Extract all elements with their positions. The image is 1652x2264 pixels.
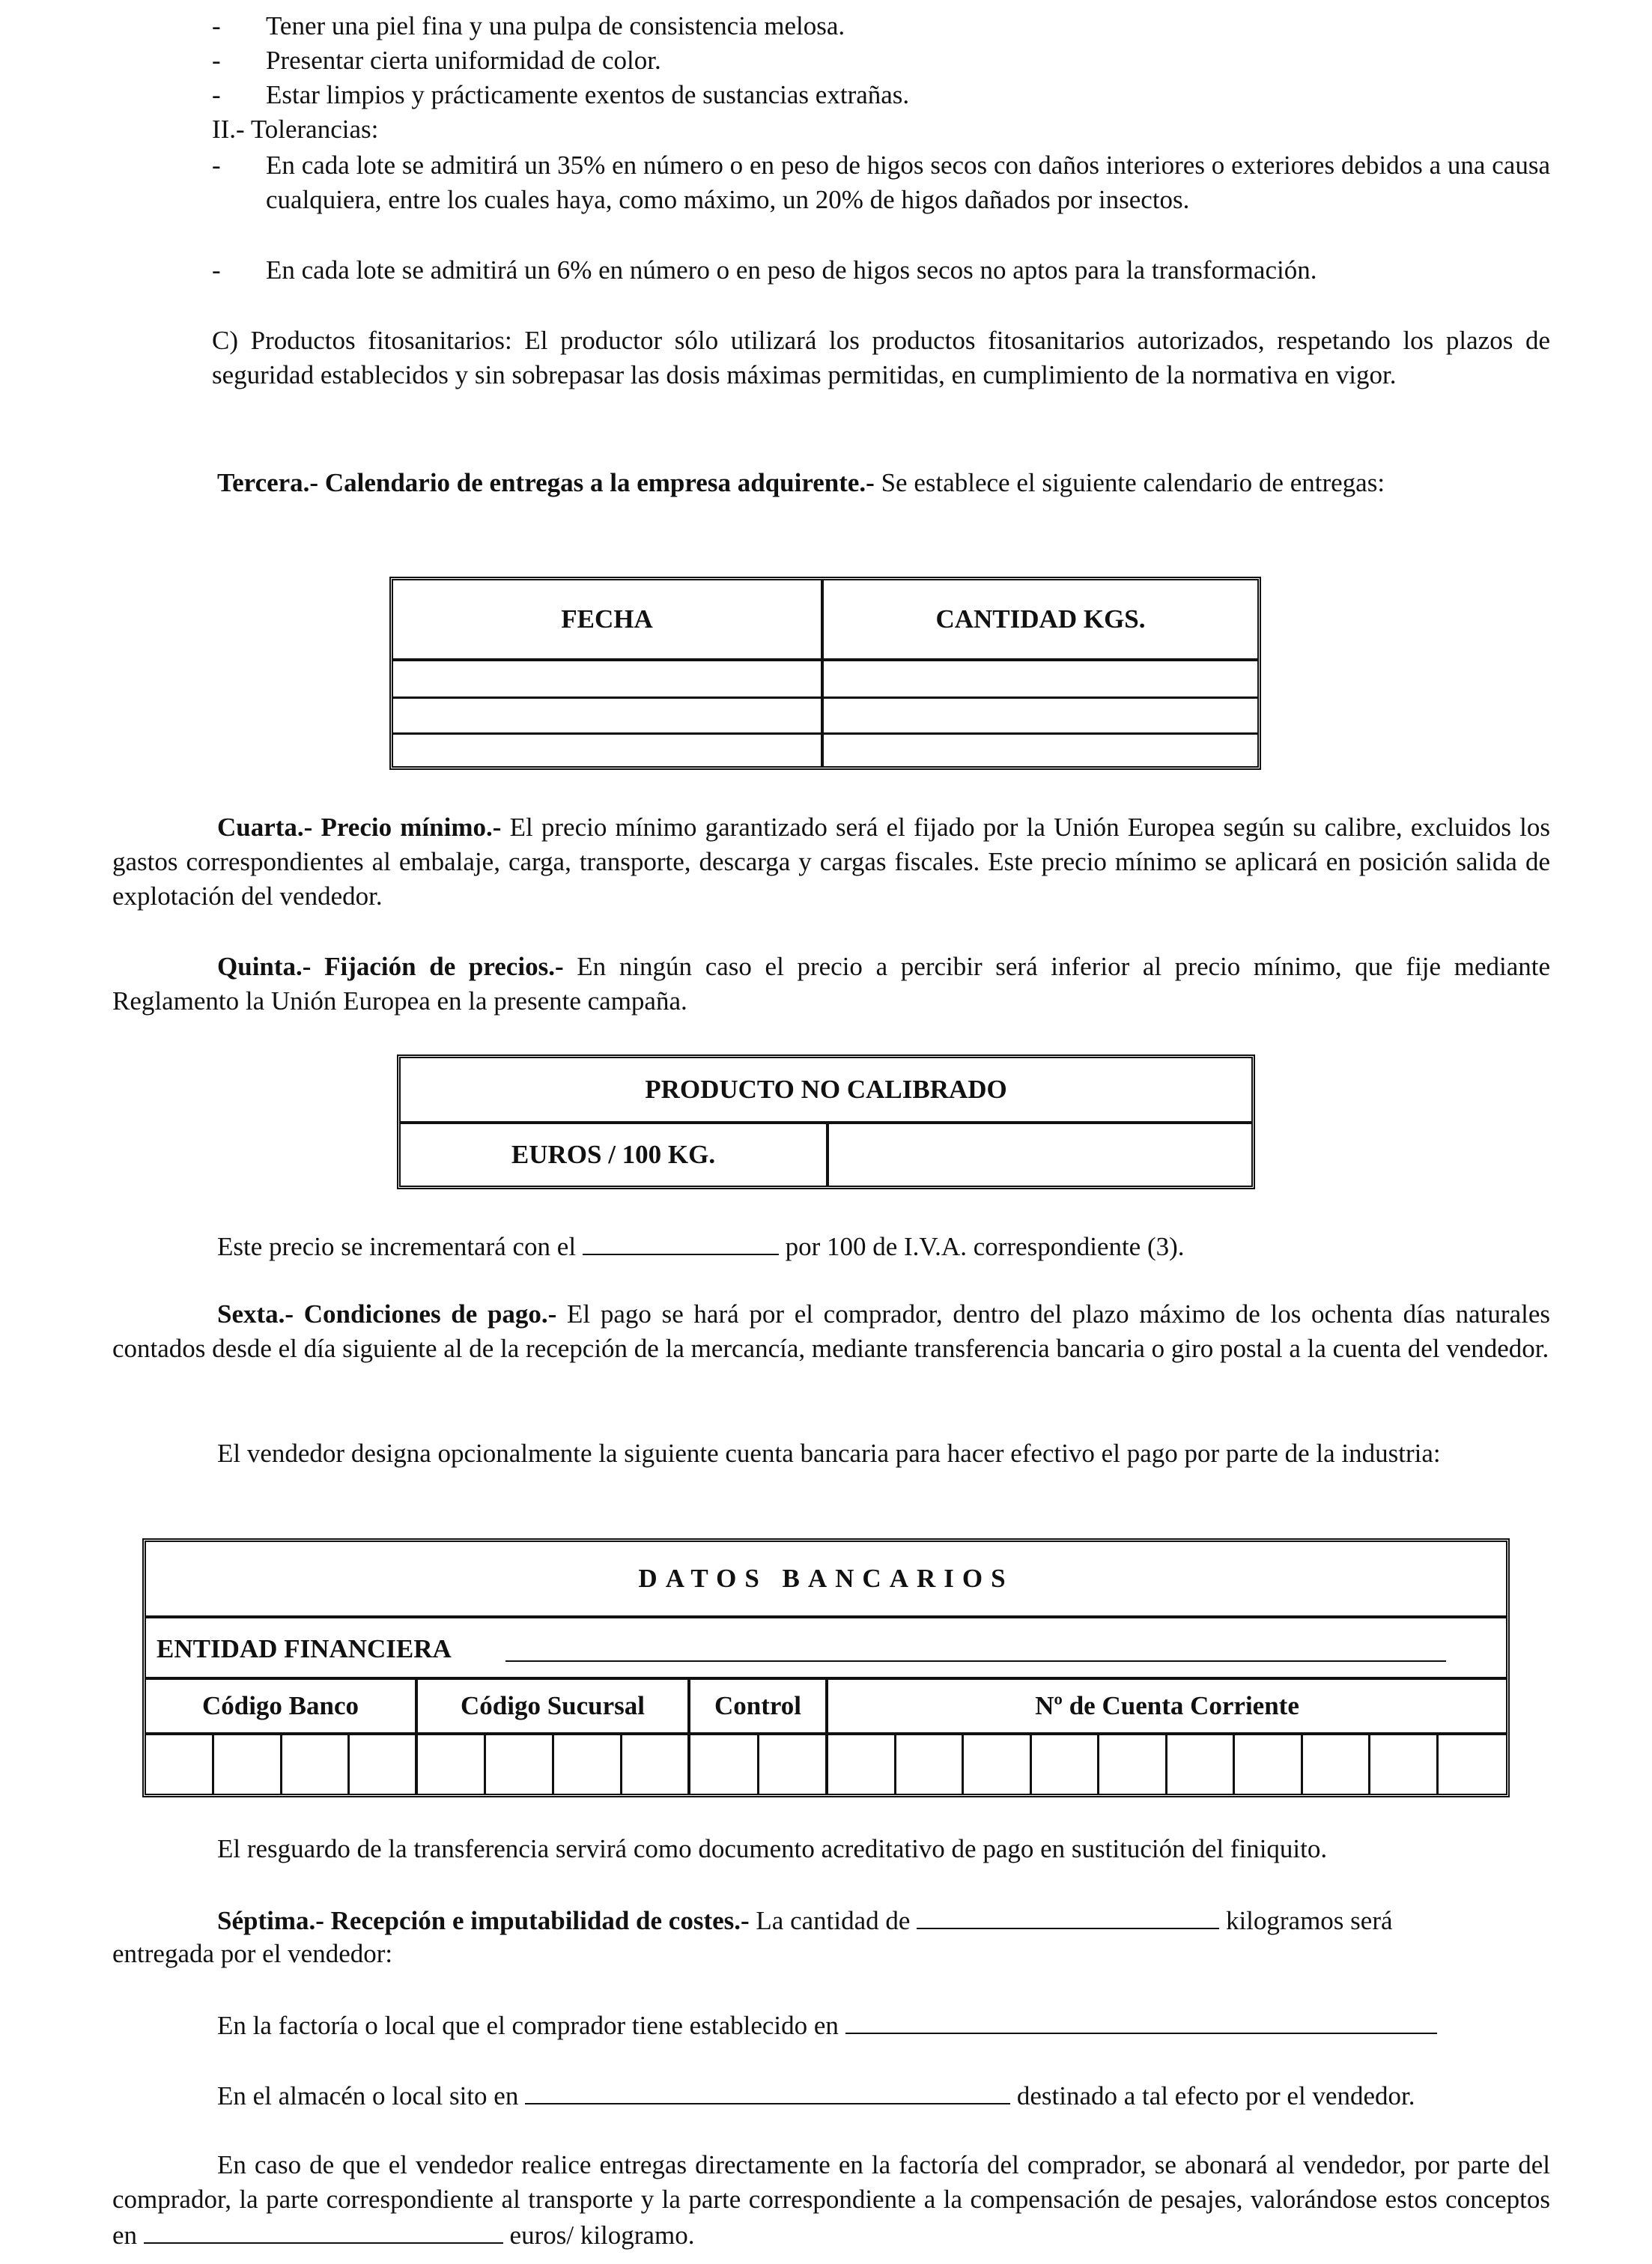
delivery-table xyxy=(389,577,1261,770)
almacen-after: destinado a tal efecto por el vendedor. xyxy=(1016,2081,1415,2110)
account-digit-box[interactable] xyxy=(1235,1735,1303,1794)
price-row-label: EUROS / 100 KG. xyxy=(401,1124,829,1186)
account-digit-box[interactable] xyxy=(1370,1735,1439,1794)
list-item: Presentar cierta uniformidad de color. xyxy=(266,46,661,75)
account-digit-box[interactable] xyxy=(622,1735,690,1794)
fitosanitarios-paragraph: C) Productos fitosanitarios: El productor sólo utilizará los productos fitosanitarios autorizados, respetando los plazos de seguridad establecidos y sin sobrepasar las dosis máximas permitidas, en cumplimiento de la normativa en vigor. xyxy=(212,326,1550,389)
account-digit-box[interactable] xyxy=(1032,1735,1100,1794)
price-value-cell[interactable] xyxy=(829,1124,1251,1186)
cuenta-header: Nº de Cuenta Corriente xyxy=(828,1680,1506,1735)
quinta-paragraph xyxy=(112,950,1550,1019)
bank-table xyxy=(142,1538,1510,1797)
final-after: euros/ kilogramo. xyxy=(509,2221,695,2250)
almacen-before: En el almacén o local sito en xyxy=(217,2081,519,2110)
account-digit-box[interactable] xyxy=(486,1735,554,1794)
table-cell[interactable] xyxy=(824,661,1257,699)
septima-line2: entregada por el vendedor: xyxy=(112,1939,393,1968)
table-cell[interactable] xyxy=(393,735,824,766)
account-digit-box[interactable] xyxy=(350,1735,418,1794)
iva-line xyxy=(217,1228,1550,1264)
septima-title: Séptima.- Recepción e imputabilidad de costes.- xyxy=(217,1906,750,1935)
septima-after: kilogramos será xyxy=(1225,1906,1393,1935)
fecha-header: FECHA xyxy=(393,580,824,661)
final-paragraph xyxy=(112,2148,1550,2253)
account-digit-box[interactable] xyxy=(418,1735,486,1794)
iva-before: Este precio se incrementará con el xyxy=(217,1232,577,1261)
account-digit-box[interactable] xyxy=(964,1735,1032,1794)
list-item: En cada lote se admitirá un 6% en número o en peso de higos secos no aptos para la transformación. xyxy=(266,255,1317,285)
account-digit-row xyxy=(146,1735,1506,1794)
list-dash: - xyxy=(212,151,221,180)
cuarta-title: Cuarta.- Precio mínimo.- xyxy=(217,813,502,842)
account-digit-box[interactable] xyxy=(1303,1735,1371,1794)
septima-before: La cantidad de xyxy=(749,1906,911,1935)
account-digit-box[interactable] xyxy=(1099,1735,1167,1794)
list-item: En cada lote se admitirá un 35% en número o en peso de higos secos con daños interiores o exteriores debidos a una causa cualquiera, entre los cuales haya, como máximo, un 20% de higos dañados por insectos. xyxy=(266,151,1550,214)
final-blank-field[interactable] xyxy=(144,2217,503,2244)
septima-line xyxy=(217,1902,1550,1938)
table-cell[interactable] xyxy=(824,735,1257,766)
table-cell[interactable] xyxy=(393,661,824,699)
account-digit-box[interactable] xyxy=(690,1735,759,1794)
list-item: Tener una piel fina y una pulpa de consistencia melosa. xyxy=(266,11,845,40)
account-digit-box[interactable] xyxy=(896,1735,965,1794)
cuenta-intro-paragraph: El vendedor designa opcionalmente la siguiente cuenta bancaria para hacer efectivo el pago por parte de la industria: xyxy=(217,1439,1441,1468)
entidad-label: ENTIDAD FINANCIERA xyxy=(157,1634,452,1663)
control-header: Control xyxy=(690,1680,828,1735)
list-item: Estar limpios y prácticamente exentos de sustancias extrañas. xyxy=(266,80,910,109)
resguardo-paragraph: El resguardo de la transferencia servirá como documento acreditativo de pago en sustitución del finiquito. xyxy=(217,1834,1328,1863)
tercera-title: Tercera.- Calendario de entregas a la empresa adquirente.- xyxy=(217,468,875,497)
bank-table-title: DATOS BANCARIOS xyxy=(146,1542,1506,1618)
account-digit-box[interactable] xyxy=(828,1735,896,1794)
tolerancias-heading: II.- Tolerancias: xyxy=(212,115,379,144)
tercera-paragraph xyxy=(112,466,1550,500)
cuarta-text: El precio mínimo garantizado será el fijado por la Unión Europea según su calibre, excluidos los gastos correspondientes al embalaje, carga, transporte, descarga y cargas fiscales. Este precio mínimo se aplicará en posición salida de explotación del vendedor. xyxy=(112,813,1550,911)
codigo-sucursal-header: Código Sucursal xyxy=(418,1680,690,1735)
quinta-text: En ningún caso el precio a percibir será inferior al precio mínimo, que fije mediante Reglamento la Unión Europea en la presente campaña. xyxy=(112,952,1551,1016)
final-text: En caso de que el vendedor realice entregas directamente en la factoría del comprador, se abonará al vendedor, por parte del comprador, la parte correspondiente al transporte y la parte correspondiente a la compensación de pesajes, valorándose estos conceptos en xyxy=(112,2150,1550,2250)
iva-blank-field[interactable] xyxy=(583,1228,779,1255)
list-dash: - xyxy=(212,11,221,40)
sexta-paragraph xyxy=(112,1297,1550,1366)
account-digit-box[interactable] xyxy=(214,1735,282,1794)
iva-after: por 100 de I.V.A. correspondiente (3). xyxy=(785,1232,1185,1261)
factoria-label: En la factoría o local que el comprador tiene establecido en xyxy=(217,2011,839,2040)
account-digit-box[interactable] xyxy=(282,1735,350,1794)
account-digit-box[interactable] xyxy=(759,1735,828,1794)
account-digit-box[interactable] xyxy=(1439,1735,1507,1794)
price-table xyxy=(397,1054,1255,1189)
account-digit-box[interactable] xyxy=(1167,1735,1236,1794)
septima-cantidad-field[interactable] xyxy=(917,1902,1219,1929)
almacen-blank-field[interactable] xyxy=(525,2078,1010,2104)
entidad-row xyxy=(146,1618,1506,1680)
tercera-text: Se establece el siguiente calendario de entregas: xyxy=(874,468,1385,497)
cuarta-paragraph xyxy=(112,810,1550,914)
list-dash: - xyxy=(212,80,221,109)
list-dash: - xyxy=(212,46,221,75)
account-digit-box[interactable] xyxy=(554,1735,622,1794)
entidad-blank-field[interactable] xyxy=(505,1660,1446,1662)
sexta-text: El pago se hará por el comprador, dentro del plazo máximo de los ochenta días naturales contados desde el día siguiente al de la recepción de la mercancía, mediante transferencia bancaria o giro postal a la cuenta del vendedor. xyxy=(112,1299,1550,1363)
sexta-title: Sexta.- Condiciones de pago.- xyxy=(217,1299,557,1329)
table-cell[interactable] xyxy=(393,699,824,735)
account-digit-box[interactable] xyxy=(146,1735,214,1794)
codigo-banco-header: Código Banco xyxy=(146,1680,418,1735)
cantidad-header: CANTIDAD KGS. xyxy=(824,580,1257,661)
price-table-header: PRODUCTO NO CALIBRADO xyxy=(401,1058,1251,1124)
almacen-line xyxy=(217,2078,1550,2113)
factoria-blank-field[interactable] xyxy=(845,2007,1437,2034)
factoria-line xyxy=(217,2007,1550,2043)
quinta-title: Quinta.- Fijación de precios.- xyxy=(217,952,564,981)
table-cell[interactable] xyxy=(824,699,1257,735)
list-dash: - xyxy=(212,255,221,285)
